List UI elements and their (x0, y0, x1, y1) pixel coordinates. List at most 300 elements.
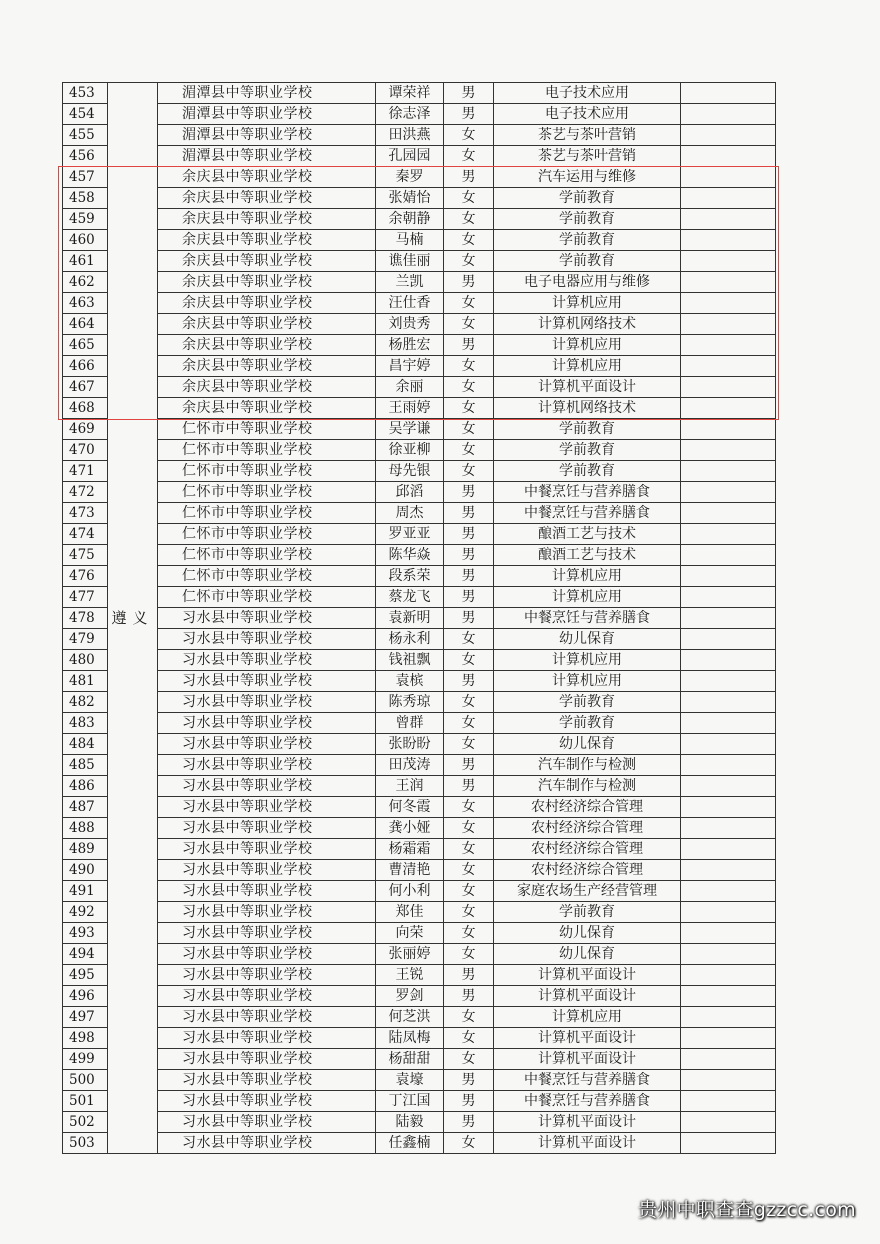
student-name-cell: 刘贵秀 (376, 314, 444, 335)
school-cell: 湄潭县中等职业学校 (158, 83, 376, 104)
remarks-cell (681, 650, 776, 671)
gender-cell: 女 (444, 293, 494, 314)
row-number-cell: 454 (63, 104, 108, 125)
table-row (63, 881, 776, 902)
gender-cell: 男 (444, 167, 494, 188)
table-row (63, 587, 776, 608)
school-cell: 习水县中等职业学校 (158, 902, 376, 923)
row-number-cell: 466 (63, 356, 108, 377)
row-number-cell: 498 (63, 1028, 108, 1049)
gender-cell: 男 (444, 1070, 494, 1091)
student-name-cell: 马楠 (376, 230, 444, 251)
major-cell: 农村经济综合管理 (494, 818, 681, 839)
school-cell: 习水县中等职业学校 (158, 1112, 376, 1133)
school-cell: 余庆县中等职业学校 (158, 335, 376, 356)
major-cell: 学前教育 (494, 209, 681, 230)
row-number-cell: 473 (63, 503, 108, 524)
table-row (63, 272, 776, 293)
table-row (63, 1028, 776, 1049)
gender-cell: 女 (444, 314, 494, 335)
table-row (63, 398, 776, 419)
student-name-cell: 郑佳 (376, 902, 444, 923)
student-name-cell: 杨永利 (376, 629, 444, 650)
row-number-cell: 462 (63, 272, 108, 293)
gender-cell: 女 (444, 839, 494, 860)
school-cell: 习水县中等职业学校 (158, 1049, 376, 1070)
school-cell: 仁怀市中等职业学校 (158, 503, 376, 524)
student-name-cell: 王润 (376, 776, 444, 797)
row-number-cell: 471 (63, 461, 108, 482)
major-cell: 计算机平面设计 (494, 965, 681, 986)
major-cell: 幼儿保育 (494, 734, 681, 755)
major-cell: 汽车运用与维修 (494, 167, 681, 188)
major-cell: 学前教育 (494, 461, 681, 482)
table-row (63, 944, 776, 965)
row-number-cell: 460 (63, 230, 108, 251)
remarks-cell (681, 356, 776, 377)
row-number-cell: 480 (63, 650, 108, 671)
gender-cell: 女 (444, 860, 494, 881)
gender-cell: 女 (444, 188, 494, 209)
major-cell: 中餐烹饪与营养膳食 (494, 608, 681, 629)
table-row (63, 839, 776, 860)
remarks-cell (681, 314, 776, 335)
major-cell: 电子技术应用 (494, 104, 681, 125)
major-cell: 计算机应用 (494, 293, 681, 314)
row-number-cell: 497 (63, 1007, 108, 1028)
remarks-cell (681, 818, 776, 839)
gender-cell: 女 (444, 419, 494, 440)
major-cell: 学前教育 (494, 251, 681, 272)
remarks-cell (681, 188, 776, 209)
major-cell: 计算机平面设计 (494, 377, 681, 398)
table-row (63, 965, 776, 986)
city-cell: 遵义 (108, 83, 158, 1154)
table-row (63, 251, 776, 272)
major-cell: 茶艺与茶叶营销 (494, 146, 681, 167)
gender-cell: 女 (444, 209, 494, 230)
student-name-cell: 陆凤梅 (376, 1028, 444, 1049)
gender-cell: 女 (444, 398, 494, 419)
table-row (63, 230, 776, 251)
gender-cell: 女 (444, 944, 494, 965)
gender-cell: 男 (444, 104, 494, 125)
table-row (63, 1112, 776, 1133)
major-cell: 中餐烹饪与营养膳食 (494, 1091, 681, 1112)
student-name-cell: 孔园园 (376, 146, 444, 167)
row-number-cell: 477 (63, 587, 108, 608)
student-name-cell: 王锐 (376, 965, 444, 986)
gender-cell: 男 (444, 587, 494, 608)
row-number-cell: 467 (63, 377, 108, 398)
gender-cell: 男 (444, 335, 494, 356)
student-name-cell: 谭荣祥 (376, 83, 444, 104)
table-row (63, 104, 776, 125)
student-name-cell: 母先银 (376, 461, 444, 482)
row-number-cell: 464 (63, 314, 108, 335)
remarks-cell (681, 797, 776, 818)
remarks-cell (681, 902, 776, 923)
table-row (63, 650, 776, 671)
school-cell: 仁怀市中等职业学校 (158, 587, 376, 608)
school-cell: 习水县中等职业学校 (158, 713, 376, 734)
school-cell: 余庆县中等职业学校 (158, 272, 376, 293)
student-name-cell: 袁壕 (376, 1070, 444, 1091)
table-row (63, 377, 776, 398)
site-watermark: 贵州中职查查gzzcc.com (637, 1199, 856, 1221)
student-name-cell: 曾群 (376, 713, 444, 734)
school-cell: 余庆县中等职业学校 (158, 251, 376, 272)
gender-cell: 男 (444, 482, 494, 503)
table-row (63, 818, 776, 839)
table-row (63, 608, 776, 629)
table-row (63, 1091, 776, 1112)
major-cell: 计算机平面设计 (494, 1112, 681, 1133)
table-row (63, 734, 776, 755)
gender-cell: 男 (444, 755, 494, 776)
student-name-cell: 田洪燕 (376, 125, 444, 146)
school-cell: 习水县中等职业学校 (158, 755, 376, 776)
school-cell: 余庆县中等职业学校 (158, 356, 376, 377)
table-row (63, 755, 776, 776)
table-row (63, 1007, 776, 1028)
table-row (63, 356, 776, 377)
school-cell: 湄潭县中等职业学校 (158, 125, 376, 146)
school-cell: 仁怀市中等职业学校 (158, 545, 376, 566)
remarks-cell (681, 146, 776, 167)
student-name-cell: 杨甜甜 (376, 1049, 444, 1070)
remarks-cell (681, 104, 776, 125)
major-cell: 计算机应用 (494, 356, 681, 377)
remarks-cell (681, 1028, 776, 1049)
row-number-cell: 476 (63, 566, 108, 587)
major-cell: 幼儿保育 (494, 923, 681, 944)
gender-cell: 女 (444, 797, 494, 818)
table-row (63, 545, 776, 566)
row-number-cell: 478 (63, 608, 108, 629)
school-cell: 余庆县中等职业学校 (158, 167, 376, 188)
student-name-cell: 陈秀琼 (376, 692, 444, 713)
student-name-cell: 杨霜霜 (376, 839, 444, 860)
table-row (63, 986, 776, 1007)
student-name-cell: 陆毅 (376, 1112, 444, 1133)
student-roster-table (62, 82, 776, 1154)
student-name-cell: 田茂涛 (376, 755, 444, 776)
remarks-cell (681, 587, 776, 608)
remarks-cell (681, 881, 776, 902)
row-number-cell: 499 (63, 1049, 108, 1070)
row-number-cell: 489 (63, 839, 108, 860)
school-cell: 习水县中等职业学校 (158, 671, 376, 692)
school-cell: 习水县中等职业学校 (158, 1007, 376, 1028)
row-number-cell: 481 (63, 671, 108, 692)
table-row (63, 335, 776, 356)
row-number-cell: 455 (63, 125, 108, 146)
gender-cell: 女 (444, 356, 494, 377)
row-number-cell: 458 (63, 188, 108, 209)
remarks-cell (681, 125, 776, 146)
school-cell: 仁怀市中等职业学校 (158, 461, 376, 482)
row-number-cell: 469 (63, 419, 108, 440)
gender-cell: 女 (444, 251, 494, 272)
school-cell: 仁怀市中等职业学校 (158, 440, 376, 461)
gender-cell: 男 (444, 671, 494, 692)
major-cell: 汽车制作与检测 (494, 755, 681, 776)
table-row (63, 419, 776, 440)
major-cell: 计算机应用 (494, 335, 681, 356)
row-number-cell: 479 (63, 629, 108, 650)
remarks-cell (681, 1070, 776, 1091)
major-cell: 学前教育 (494, 713, 681, 734)
major-cell: 学前教育 (494, 419, 681, 440)
school-cell: 余庆县中等职业学校 (158, 188, 376, 209)
gender-cell: 女 (444, 1049, 494, 1070)
remarks-cell (681, 167, 776, 188)
remarks-cell (681, 377, 776, 398)
remarks-cell (681, 209, 776, 230)
gender-cell: 女 (444, 1133, 494, 1154)
gender-cell: 女 (444, 902, 494, 923)
student-name-cell: 钱祖飘 (376, 650, 444, 671)
gender-cell: 男 (444, 524, 494, 545)
school-cell: 仁怀市中等职业学校 (158, 419, 376, 440)
table-row (63, 440, 776, 461)
table-row (63, 713, 776, 734)
school-cell: 习水县中等职业学校 (158, 818, 376, 839)
row-number-cell: 485 (63, 755, 108, 776)
school-cell: 习水县中等职业学校 (158, 797, 376, 818)
remarks-cell (681, 419, 776, 440)
gender-cell: 男 (444, 608, 494, 629)
school-cell: 习水县中等职业学校 (158, 860, 376, 881)
student-name-cell: 何小利 (376, 881, 444, 902)
school-cell: 余庆县中等职业学校 (158, 293, 376, 314)
student-name-cell: 张丽婷 (376, 944, 444, 965)
gender-cell: 男 (444, 566, 494, 587)
table-row (63, 776, 776, 797)
student-name-cell: 秦罗 (376, 167, 444, 188)
remarks-cell (681, 944, 776, 965)
row-number-cell: 474 (63, 524, 108, 545)
row-number-cell: 463 (63, 293, 108, 314)
student-name-cell: 袁新明 (376, 608, 444, 629)
major-cell: 农村经济综合管理 (494, 860, 681, 881)
remarks-cell (681, 398, 776, 419)
major-cell: 计算机网络技术 (494, 398, 681, 419)
student-name-cell: 谯佳丽 (376, 251, 444, 272)
gender-cell: 女 (444, 125, 494, 146)
major-cell: 幼儿保育 (494, 629, 681, 650)
table-row (63, 1133, 776, 1154)
remarks-cell (681, 83, 776, 104)
row-number-cell: 459 (63, 209, 108, 230)
table-row (63, 293, 776, 314)
school-cell: 仁怀市中等职业学校 (158, 566, 376, 587)
remarks-cell (681, 524, 776, 545)
student-name-cell: 兰凯 (376, 272, 444, 293)
remarks-cell (681, 461, 776, 482)
major-cell: 茶艺与茶叶营销 (494, 125, 681, 146)
row-number-cell: 453 (63, 83, 108, 104)
gender-cell: 女 (444, 461, 494, 482)
student-name-cell: 曹清艳 (376, 860, 444, 881)
school-cell: 余庆县中等职业学校 (158, 377, 376, 398)
student-name-cell: 张盼盼 (376, 734, 444, 755)
table-row (63, 461, 776, 482)
student-name-cell: 徐志泽 (376, 104, 444, 125)
gender-cell: 男 (444, 1091, 494, 1112)
student-name-cell: 何芝洪 (376, 1007, 444, 1028)
school-cell: 湄潭县中等职业学校 (158, 146, 376, 167)
roster-body (63, 83, 776, 1154)
row-number-cell: 492 (63, 902, 108, 923)
table-row (63, 146, 776, 167)
remarks-cell (681, 482, 776, 503)
remarks-cell (681, 1112, 776, 1133)
table-row (63, 167, 776, 188)
row-number-cell: 502 (63, 1112, 108, 1133)
gender-cell: 女 (444, 629, 494, 650)
major-cell: 中餐烹饪与营养膳食 (494, 503, 681, 524)
school-cell: 习水县中等职业学校 (158, 692, 376, 713)
row-number-cell: 484 (63, 734, 108, 755)
remarks-cell (681, 965, 776, 986)
school-cell: 习水县中等职业学校 (158, 629, 376, 650)
gender-cell: 男 (444, 776, 494, 797)
table-row (63, 797, 776, 818)
remarks-cell (681, 1049, 776, 1070)
student-name-cell: 段系荣 (376, 566, 444, 587)
remarks-cell (681, 230, 776, 251)
school-cell: 仁怀市中等职业学校 (158, 524, 376, 545)
gender-cell: 男 (444, 272, 494, 293)
gender-cell: 女 (444, 146, 494, 167)
gender-cell: 女 (444, 818, 494, 839)
table-row (63, 860, 776, 881)
gender-cell: 女 (444, 1007, 494, 1028)
student-name-cell: 周杰 (376, 503, 444, 524)
table-row (63, 566, 776, 587)
row-number-cell: 503 (63, 1133, 108, 1154)
major-cell: 学前教育 (494, 440, 681, 461)
school-cell: 习水县中等职业学校 (158, 650, 376, 671)
school-cell: 余庆县中等职业学校 (158, 398, 376, 419)
gender-cell: 男 (444, 83, 494, 104)
major-cell: 计算机应用 (494, 650, 681, 671)
row-number-cell: 472 (63, 482, 108, 503)
remarks-cell (681, 776, 776, 797)
table-row (63, 629, 776, 650)
major-cell: 计算机平面设计 (494, 1028, 681, 1049)
remarks-cell (681, 503, 776, 524)
major-cell: 计算机应用 (494, 1007, 681, 1028)
student-name-cell: 邱滔 (376, 482, 444, 503)
row-number-cell: 493 (63, 923, 108, 944)
remarks-cell (681, 1091, 776, 1112)
major-cell: 计算机应用 (494, 566, 681, 587)
gender-cell: 女 (444, 230, 494, 251)
row-number-cell: 468 (63, 398, 108, 419)
remarks-cell (681, 860, 776, 881)
gender-cell: 女 (444, 377, 494, 398)
remarks-cell (681, 608, 776, 629)
row-number-cell: 483 (63, 713, 108, 734)
major-cell: 汽车制作与检测 (494, 776, 681, 797)
row-number-cell: 501 (63, 1091, 108, 1112)
student-name-cell: 龚小娅 (376, 818, 444, 839)
row-number-cell: 491 (63, 881, 108, 902)
remarks-cell (681, 671, 776, 692)
row-number-cell: 496 (63, 986, 108, 1007)
remarks-cell (681, 986, 776, 1007)
major-cell: 学前教育 (494, 902, 681, 923)
school-cell: 习水县中等职业学校 (158, 734, 376, 755)
gender-cell: 女 (444, 692, 494, 713)
student-name-cell: 昌宇婷 (376, 356, 444, 377)
student-name-cell: 向荣 (376, 923, 444, 944)
row-number-cell: 486 (63, 776, 108, 797)
row-number-cell: 457 (63, 167, 108, 188)
student-name-cell: 蔡龙飞 (376, 587, 444, 608)
remarks-cell (681, 755, 776, 776)
table-row (63, 314, 776, 335)
school-cell: 习水县中等职业学校 (158, 923, 376, 944)
school-cell: 湄潭县中等职业学校 (158, 104, 376, 125)
major-cell: 学前教育 (494, 230, 681, 251)
major-cell: 计算机网络技术 (494, 314, 681, 335)
major-cell: 农村经济综合管理 (494, 797, 681, 818)
student-name-cell: 余朝静 (376, 209, 444, 230)
gender-cell: 男 (444, 503, 494, 524)
row-number-cell: 500 (63, 1070, 108, 1091)
school-cell: 习水县中等职业学校 (158, 1070, 376, 1091)
school-cell: 余庆县中等职业学校 (158, 230, 376, 251)
school-cell: 习水县中等职业学校 (158, 1133, 376, 1154)
major-cell: 酿酒工艺与技术 (494, 545, 681, 566)
student-name-cell: 吴学谦 (376, 419, 444, 440)
gender-cell: 男 (444, 545, 494, 566)
major-cell: 计算机应用 (494, 587, 681, 608)
major-cell: 学前教育 (494, 692, 681, 713)
school-cell: 习水县中等职业学校 (158, 965, 376, 986)
table-row (63, 83, 776, 104)
row-number-cell: 475 (63, 545, 108, 566)
major-cell: 中餐烹饪与营养膳食 (494, 1070, 681, 1091)
major-cell: 电子电器应用与维修 (494, 272, 681, 293)
major-cell: 中餐烹饪与营养膳食 (494, 482, 681, 503)
row-number-cell: 495 (63, 965, 108, 986)
gender-cell: 女 (444, 734, 494, 755)
row-number-cell: 465 (63, 335, 108, 356)
gender-cell: 女 (444, 1028, 494, 1049)
school-cell: 习水县中等职业学校 (158, 986, 376, 1007)
student-name-cell: 罗亚亚 (376, 524, 444, 545)
row-number-cell: 461 (63, 251, 108, 272)
remarks-cell (681, 839, 776, 860)
gender-cell: 男 (444, 965, 494, 986)
remarks-cell (681, 713, 776, 734)
table-row (63, 524, 776, 545)
row-number-cell: 490 (63, 860, 108, 881)
school-cell: 习水县中等职业学校 (158, 881, 376, 902)
table-row (63, 482, 776, 503)
remarks-cell (681, 566, 776, 587)
student-name-cell: 罗剑 (376, 986, 444, 1007)
major-cell: 酿酒工艺与技术 (494, 524, 681, 545)
table-row (63, 671, 776, 692)
gender-cell: 男 (444, 986, 494, 1007)
row-number-cell: 488 (63, 818, 108, 839)
